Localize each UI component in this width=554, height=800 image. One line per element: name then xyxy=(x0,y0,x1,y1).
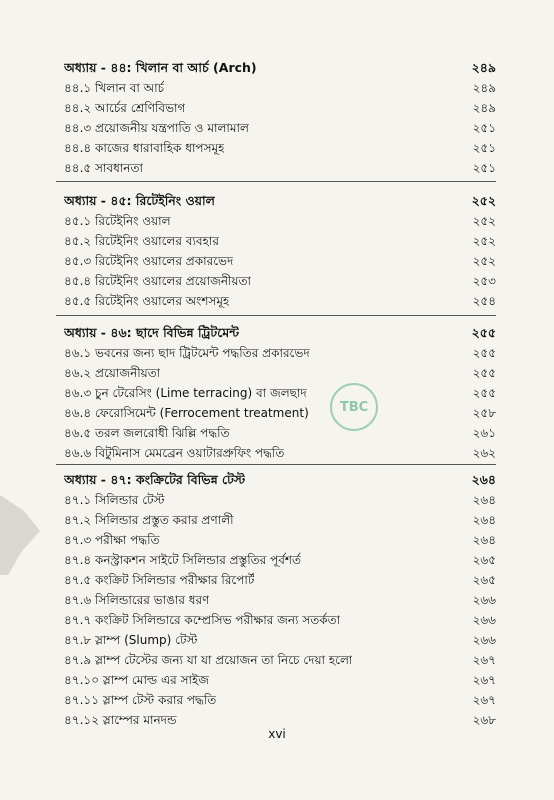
toc-entry[interactable]: ৪৫.২ রিটেইনিং ওয়ালের ব্যবহার ২৫২ xyxy=(64,234,496,248)
toc-entry[interactable]: ৪৭.১ সিলিন্ডার টেস্ট ২৬৪ xyxy=(64,493,496,507)
chapter-45 xyxy=(64,191,496,311)
toc-entry[interactable]: ৪৬.১ ভবনের জন্য ছাদ ট্রিটমেন্ট পদ্ধতির প্রকারভেদ ২৫৫ xyxy=(64,346,496,360)
toc-entry[interactable]: ৪৭.১২ স্লাম্পের মানদন্ড ২৬৮ xyxy=(64,713,496,727)
chapter-heading[interactable]: অধ্যায় - ৪৭: কংক্রিটের বিভিন্ন টেস্ট ২৬৪ xyxy=(64,470,496,490)
chapter-44 xyxy=(64,58,496,178)
chapter-heading[interactable]: অধ্যায় - ৪৫: রিটেইনিং ওয়াল ২৫২ xyxy=(64,191,496,211)
page-footer-number: xvi xyxy=(268,727,286,741)
toc-entry[interactable]: ৪৭.৭ কংক্রিট সিলিন্ডারে কম্প্রেসিভ পরীক্ষার জন্য সতর্কতা ২৬৬ xyxy=(64,613,496,627)
toc-entry[interactable]: ৪৪.৪ কাজের ধারাবাহিক ধাপসমূহ ২৫১ xyxy=(64,141,496,155)
toc-entry[interactable]: ৪৫.৪ রিটেইনিং ওয়ালের প্রয়োজনীয়তা ২৫৩ xyxy=(64,274,496,288)
chapter-47 xyxy=(64,470,496,730)
toc-entry[interactable]: ৪৫.৩ রিটেইনিং ওয়ালের প্রকারভেদ ২৫২ xyxy=(64,254,496,268)
toc-entry[interactable]: ৪৪.৫ সাবধানতা ২৫১ xyxy=(64,161,496,175)
toc-entry[interactable]: ৪৭.৬ সিলিন্ডারের ভাঙার ধরণ ২৬৬ xyxy=(64,593,496,607)
section-divider xyxy=(56,464,496,465)
toc-entry[interactable]: ৪৭.৮ স্লাম্প (Slump) টেস্ট ২৬৬ xyxy=(64,633,496,647)
watermark-logo: TBC xyxy=(330,383,378,431)
chapter-heading[interactable]: অধ্যায় - ৪৪: খিলান বা আর্চ (Arch) ২৪৯ xyxy=(64,58,496,78)
toc-entry[interactable]: ৪৭.৪ কনস্ট্রাকশন সাইটে সিলিন্ডার প্রস্তুতির পূর্বশর্ত ২৬৫ xyxy=(64,553,496,567)
page-number: ২৪৯ xyxy=(471,60,496,75)
toc-entry[interactable]: ৪৭.৩ পরীক্ষা পদ্ধতি ২৬৪ xyxy=(64,533,496,547)
toc-entry[interactable]: ৪৫.১ রিটেইনিং ওয়াল ২৫২ xyxy=(64,214,496,228)
torn-edge xyxy=(0,495,40,575)
section-divider xyxy=(56,315,496,316)
toc-entry[interactable]: ৪৭.৯ স্লাম্প টেস্টের জন্য যা যা প্রয়োজন তা নিচে দেয়া হলো ২৬৭ xyxy=(64,653,496,667)
toc-entry[interactable]: ৪৪.২ আর্চের শ্রেণিবিভাগ ২৪৯ xyxy=(64,101,496,115)
toc-entry[interactable]: ৪৫.৫ রিটেইনিং ওয়ালের অংশসমূহ ২৫৪ xyxy=(64,294,496,308)
toc-entry[interactable]: ৪৭.১১ স্লাম্প টেস্ট করার পদ্ধতি ২৬৭ xyxy=(64,693,496,707)
toc-entry[interactable]: ৪৭.১০ স্লাম্প মোল্ড এর সাইজ ২৬৭ xyxy=(64,673,496,687)
toc-entry[interactable]: ৪৪.১ খিলান বা আর্চ ২৪৯ xyxy=(64,81,496,95)
page-number: ২৫৫ xyxy=(471,325,496,340)
toc-entry[interactable]: ৪৬.৩ চুন টেরেসিং (Lime terracing) বা জলছাদ ২৫৫ xyxy=(64,386,496,400)
toc-entry[interactable]: ৪৪.৩ প্রয়োজনীয় যন্ত্রপাতি ও মালামাল ২৫১ xyxy=(64,121,496,135)
toc-entry[interactable]: ৪৭.২ সিলিন্ডার প্রস্তুত করার প্রণালী ২৬৪ xyxy=(64,513,496,527)
section-divider xyxy=(56,181,496,182)
toc-entry[interactable]: ৪৭.৫ কংক্রিট সিলিন্ডার পরীক্ষার রিপোর্ট ২৬৫ xyxy=(64,573,496,587)
chapter-heading[interactable]: অধ্যায় - ৪৬: ছাদে বিভিন্ন ট্রিটমেন্ট ২৫৫ xyxy=(64,323,496,343)
toc-entry[interactable]: ৪৬.৫ তরল জলরোধী ঝিল্লি পদ্ধতি ২৬১ xyxy=(64,426,496,440)
page-number: ২৬৪ xyxy=(471,472,496,487)
toc-entry[interactable]: ৪৬.৬ বিটুমিনাস মেমব্রেন ওয়াটারপ্রুফিং পদ্ধতি ২৬২ xyxy=(64,446,496,460)
toc-entry[interactable]: ৪৬.৪ ফেরোসিমেন্ট (Ferrocement treatment) ২৫৮ xyxy=(64,406,496,420)
chapter-46 xyxy=(64,323,496,463)
toc-entry[interactable]: ৪৬.২ প্রয়োজনীয়তা ২৫৫ xyxy=(64,366,496,380)
page-number: ২৫২ xyxy=(471,193,496,208)
